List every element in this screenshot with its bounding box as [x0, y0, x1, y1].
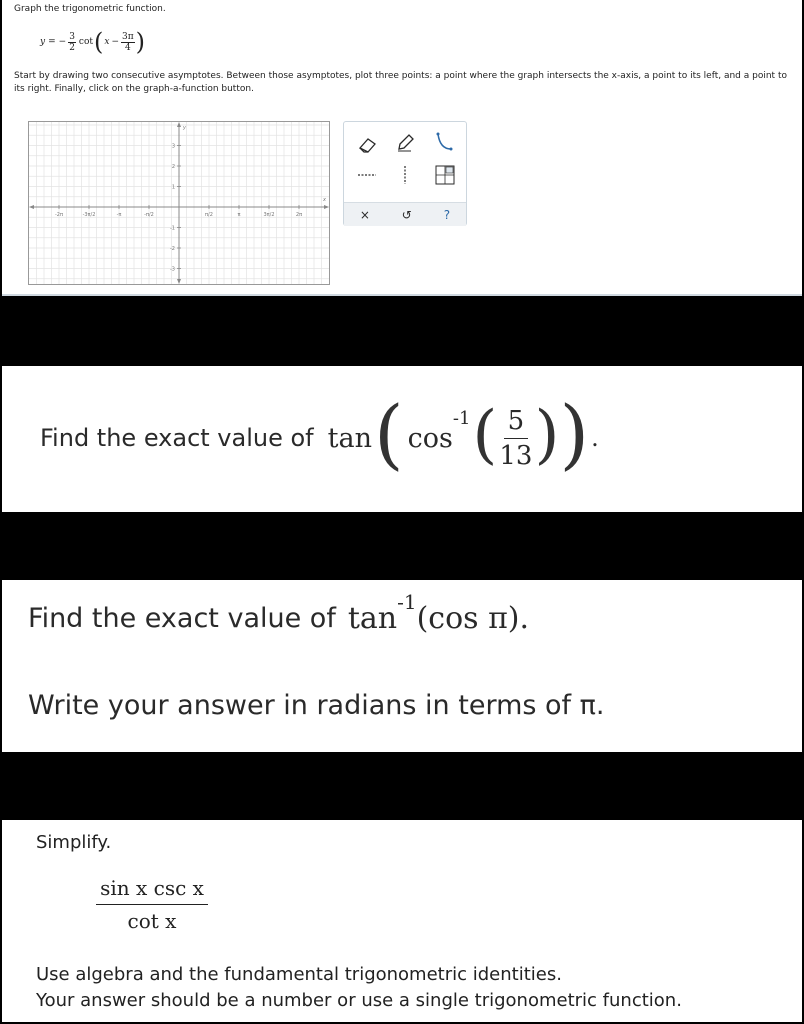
eraser-icon[interactable]	[356, 133, 378, 155]
inverse-superscript: -1	[452, 408, 471, 429]
eq-coefficient: $\frac{3}{2}$	[69, 31, 75, 53]
x-tick-label: 2π	[295, 212, 303, 218]
x-tick-label: 3π/2	[263, 212, 275, 218]
inverse-cos-problem-panel	[2, 366, 802, 512]
y-tick-label: -3	[170, 266, 175, 273]
function-equation: y = − $\frac{3}{2}$ cot ( x − $\frac{3\pi}{4}$ )	[40, 28, 146, 56]
y-tick-label: -1	[170, 225, 175, 232]
inner-paren-close: )	[534, 398, 560, 472]
toolbox-actions	[344, 202, 466, 226]
graph-instructions: Start by drawing two consecutive asymptotes. Between those asymptotes, plot three points: a point where the graph intersects the x-axis, a point to its left, and a point to its right. Finally, click on the graph-a-function button.	[14, 71, 787, 94]
y-tick-label: 1	[171, 184, 175, 191]
problem-prompt: Graph the trigonometric function.	[14, 4, 166, 14]
problem-title: Simplify.	[36, 832, 112, 853]
simplify-problem-panel	[2, 820, 802, 1022]
x-tick-label: -π	[116, 212, 122, 218]
inverse-superscript: -1	[397, 590, 417, 614]
x-tick-label: π/2	[205, 212, 213, 218]
fraction-numerator: sin x csc x	[96, 876, 208, 905]
panel-divider	[2, 294, 802, 296]
vertical-asymptote-icon[interactable]	[394, 164, 416, 186]
argument: (cos π).	[416, 600, 530, 636]
cos-func: cos	[407, 422, 453, 454]
graph-toolbox	[343, 121, 467, 226]
graph-canvas[interactable]	[28, 121, 330, 285]
tan-func: tan	[347, 600, 398, 636]
x-axis-label: x	[323, 197, 326, 203]
fraction	[499, 406, 532, 471]
expression-fraction	[96, 876, 208, 933]
graph-problem-panel	[2, 0, 802, 296]
eq-var: x	[104, 37, 110, 47]
x-tick-label: -3π/2	[82, 212, 96, 218]
problem-lead: Find the exact value of	[28, 602, 336, 634]
outer-paren-close: )	[559, 389, 590, 478]
problem-statement	[28, 586, 529, 650]
instruction-line-2: Your answer should be a number or use a single trigonometric function.	[36, 990, 682, 1011]
fraction-numerator: 5	[504, 406, 529, 439]
fraction-denominator: cot x	[127, 909, 177, 933]
dashed-line-icon[interactable]	[356, 164, 378, 186]
eq-shift: $\frac{3\pi}{4}$	[122, 31, 134, 53]
instruction-line-1: Use algebra and the fundamental trigonometric identities.	[36, 964, 562, 985]
problem-lead: Find the exact value of	[40, 424, 314, 452]
y-tick-label: 2	[171, 164, 175, 170]
x-tick-label: π	[237, 212, 241, 218]
x-tick-label: -π/2	[144, 212, 154, 218]
eq-lhs: y	[40, 37, 46, 47]
help-button[interactable]: ?	[443, 207, 451, 222]
answer-instruction: Write your answer in radians in terms of π.	[28, 690, 605, 721]
y-tick-label: -2	[170, 246, 175, 252]
undo-button[interactable]: ↺	[401, 207, 412, 222]
period: .	[591, 424, 599, 452]
inverse-tan-problem-panel	[2, 580, 802, 752]
fraction-denominator: 13	[499, 440, 533, 471]
problem-statement	[40, 388, 599, 488]
eq-func: cot	[78, 37, 93, 47]
tan-func: tan	[327, 422, 372, 454]
y-tick-label: 3	[171, 143, 175, 150]
graph-function-icon[interactable]	[436, 166, 454, 184]
clear-button[interactable]: ×	[359, 207, 370, 222]
outer-paren-open: (	[373, 389, 404, 478]
curve-tool-icon[interactable]	[434, 131, 456, 153]
pencil-icon[interactable]	[394, 131, 416, 153]
tool-icons	[344, 122, 466, 202]
x-tick-label: -2π	[55, 212, 63, 218]
inner-paren-open: (	[472, 398, 498, 472]
y-axis-label: y	[183, 125, 186, 131]
